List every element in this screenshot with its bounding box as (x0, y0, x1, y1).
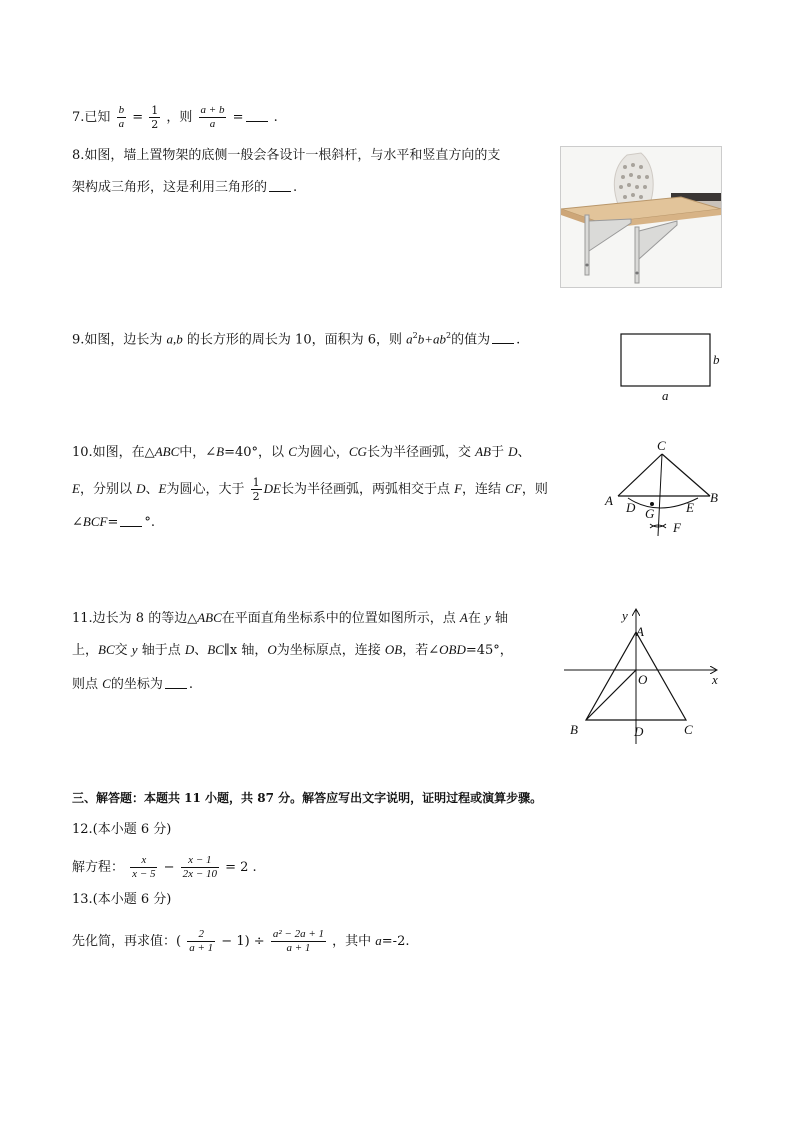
question-7: 7.已知 $\frac{b}{a}$ = $\frac{1}{2}$ ，则 $\frac{a + b}{a}$ = . (72, 104, 278, 131)
question-12-equation: 解方程： $\frac{x}{x - 5}$ − $\frac{x - 1}{2x - 10}$ = 2 . (72, 854, 257, 880)
svg-text:G: G (645, 506, 655, 521)
question-11-line-2: 上，BC交 y 轴于点 D、BC∥x 轴，O为坐标原点，连接 OB，若∠OBD=45°， (72, 642, 513, 658)
svg-text:A: A (605, 493, 613, 508)
svg-text:B: B (570, 722, 578, 737)
svg-text:D: D (626, 500, 636, 515)
svg-text:E: E (686, 500, 694, 515)
fraction-a-plus-b-over-a: $\frac{a + b}{a}$ (200, 104, 225, 130)
answer-blank[interactable] (246, 109, 268, 122)
fraction-one-half: $\frac{1}{2}$ (151, 104, 159, 131)
question-12-title: 12.(本小题 6 分) (72, 822, 172, 837)
svg-text:A: A (636, 624, 644, 639)
rectangle-figure (612, 326, 732, 406)
question-13-expression: 先化简，再求值：( $\frac{2}{a + 1}$ − 1) ÷ $\frac{\text{a² − 2a + 1}}{a + 1}$ ，其中 a=-2. (72, 928, 410, 954)
svg-text:O: O (638, 672, 648, 687)
question-8-line-2: 架构成三角形，这是利用三角形的 . (72, 180, 298, 195)
question-10-line-3: ∠BCF= °. (72, 514, 156, 530)
question-11-line-3: 则点 C的坐标为 . (72, 676, 193, 692)
question-13-title: 13.(本小题 6 分) (72, 892, 172, 907)
fraction-b-over-a: $\frac{b}{a}$ (118, 104, 125, 130)
svg-text:B: B (710, 490, 718, 505)
svg-text:D: D (634, 724, 644, 739)
coordinate-triangle-figure (560, 604, 730, 749)
shelf-photo (560, 146, 722, 288)
answer-blank[interactable] (165, 676, 187, 689)
svg-text:F: F (673, 520, 681, 535)
question-10-line-2: E，分别以 D、E为圆心，大于 $\frac{1}{2}$ DE长为半径画弧，两弧相交于点 F，连结 CF，则 (72, 476, 548, 503)
label-a: a (662, 388, 669, 403)
question-11-line-1: 11.边长为 8 的等边△ABC在平面直角坐标系中的位置如图所示，点 A在 y 轴 (72, 610, 508, 626)
svg-text:y: y (622, 608, 628, 623)
triangle-construction-figure (600, 440, 730, 540)
answer-blank[interactable] (492, 331, 514, 344)
svg-text:C: C (684, 722, 693, 737)
question-9: 9.如图，边长为 a,b 的长方形的周长为 10，面积为 6，则 $a^2b+ab^2$的值为 . (72, 331, 521, 348)
question-10-line-1: 10.如图，在△ABC中，∠B=40°，以 C为圆心，CG长为半径画弧，交 AB于 D、 (72, 444, 531, 460)
fraction-one-half: $\frac{1}{2}$ (252, 476, 260, 503)
answer-blank[interactable] (269, 179, 291, 192)
section-3-heading: 三、解答题：本题共 11 小题，共 87 分。解答应写出文字说明，证明过程或演算步骤。 (72, 791, 543, 805)
svg-text:x: x (712, 672, 718, 687)
answer-blank[interactable] (120, 514, 142, 527)
label-b: b (713, 352, 720, 367)
question-8-line-1: 8.如图，墙上置物架的底侧一般会各设计一根斜杆，与水平和竖直方向的支 (72, 148, 501, 163)
svg-text:C: C (657, 440, 666, 453)
